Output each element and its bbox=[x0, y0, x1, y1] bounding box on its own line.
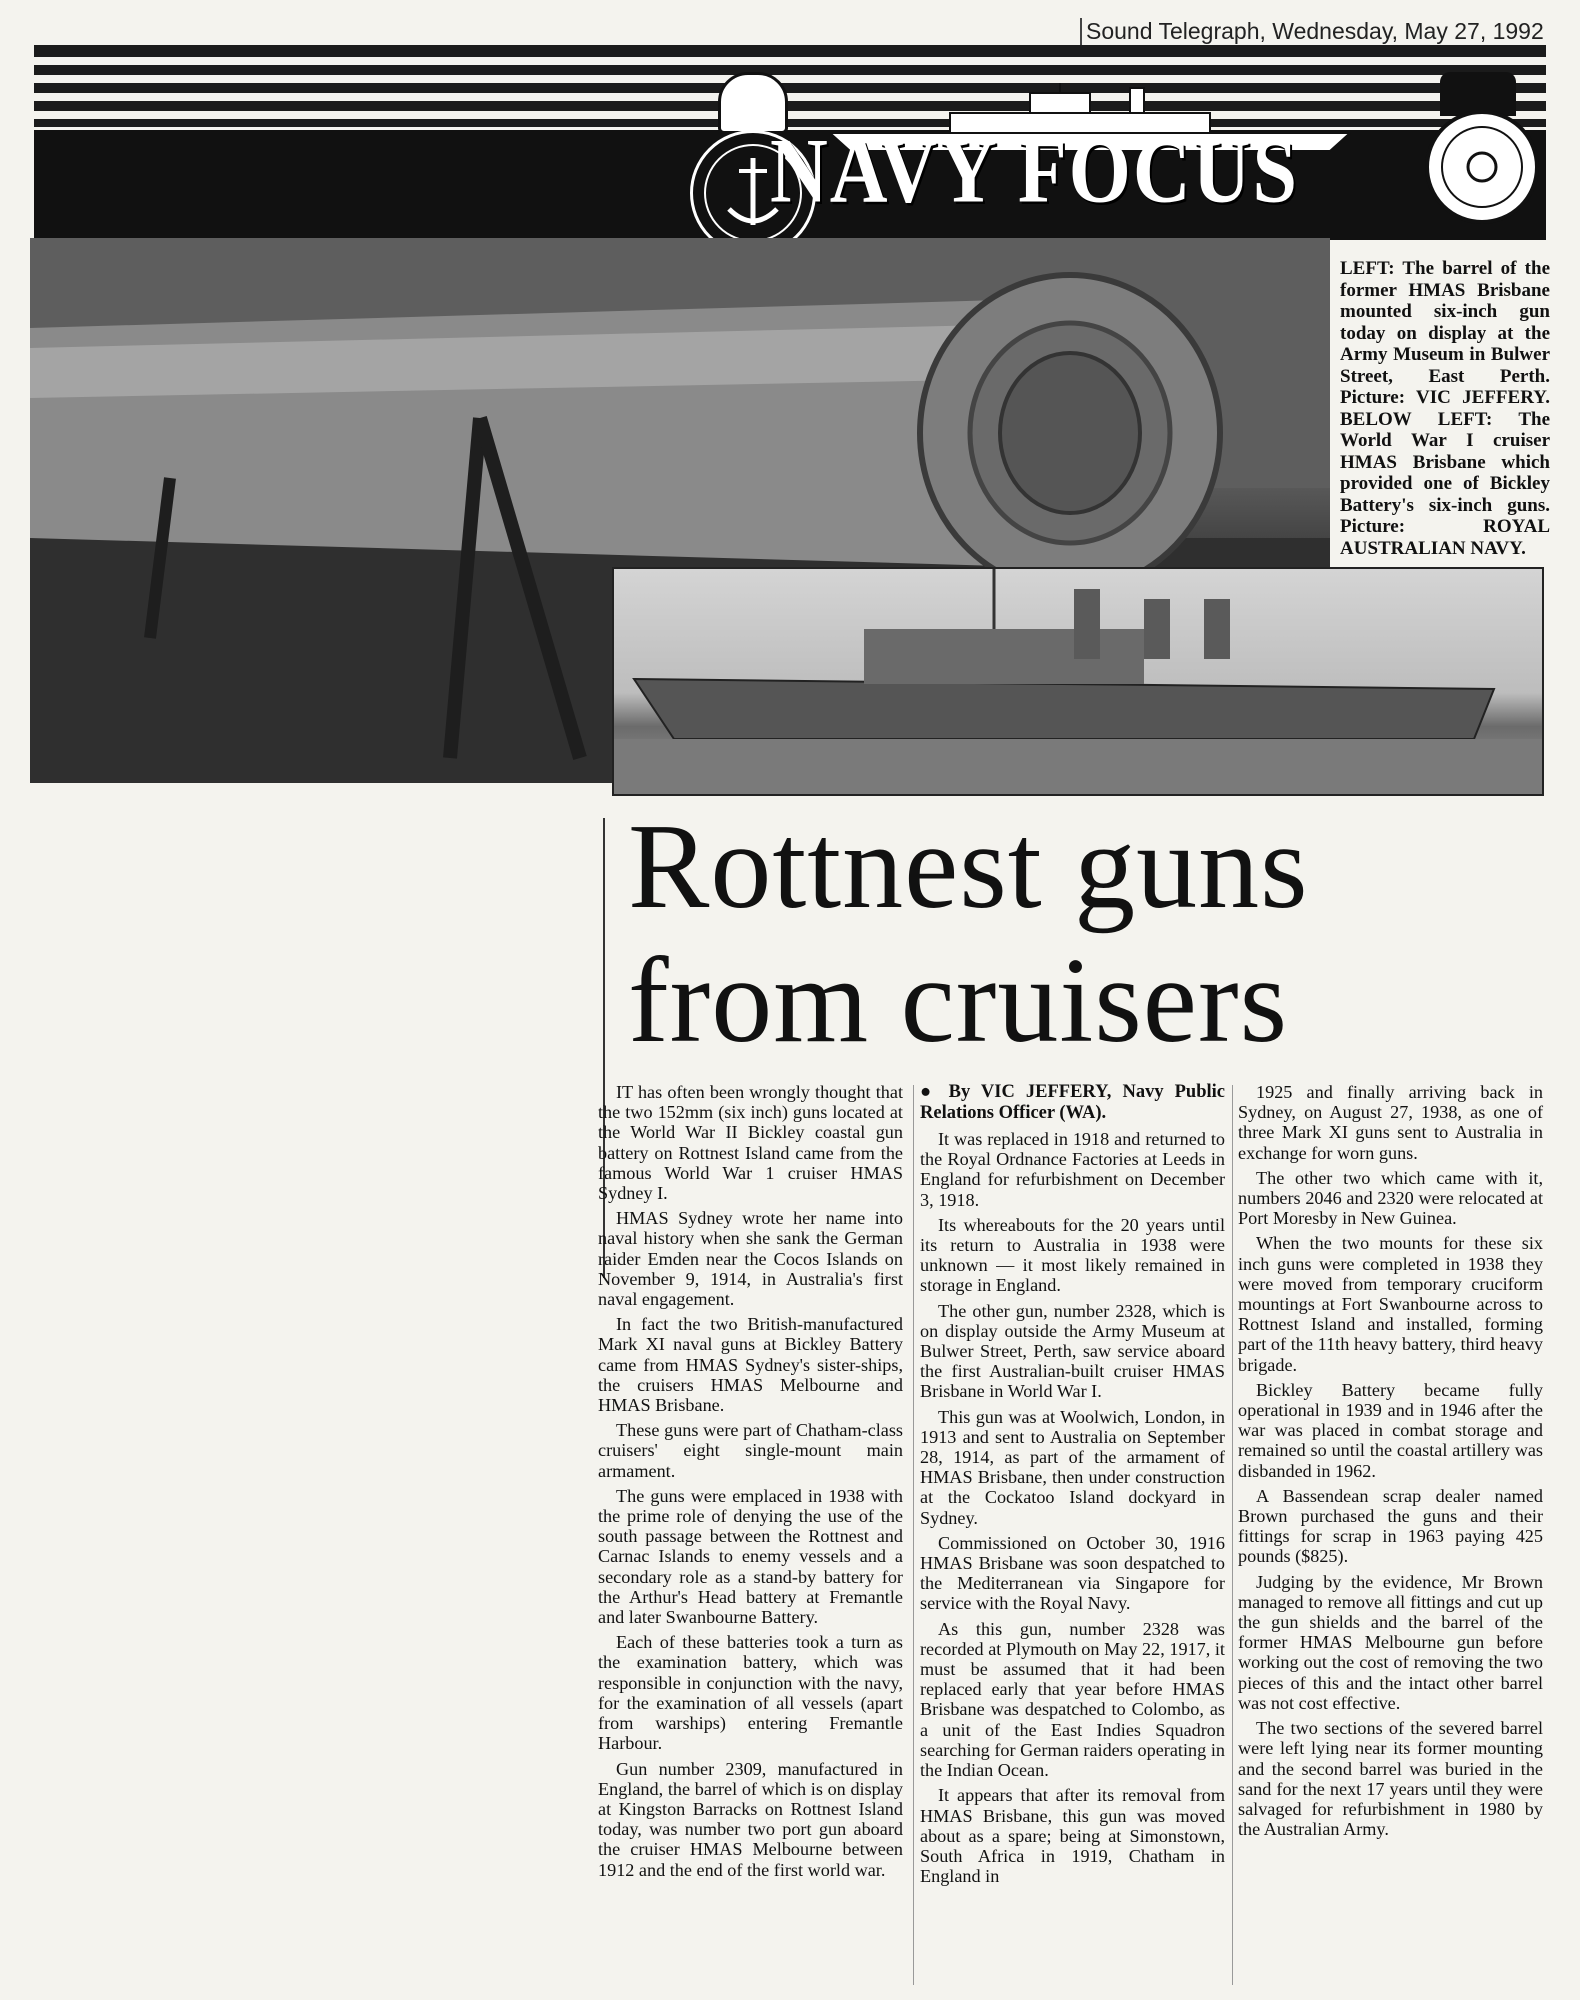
paragraph: The other gun, number 2328, which is on display outside the Army Museum at Bulwer Street, Perth, saw service aboard the first Australian-built cruiser HMAS Brisbane in World War I. bbox=[920, 1300, 1225, 1402]
paragraph: As this gun, number 2328 was recorded at Plymouth on May 22, 1917, it must be assumed that it had been replaced early that year before HMAS Brisbane was despatched to Colombo, as a unit of the East Indies Squadron searching for German raiders operating in the Indian Ocean. bbox=[920, 1618, 1225, 1781]
column-rule bbox=[913, 1085, 914, 1985]
paragraph: It appears that after its removal from HMAS Brisbane, this gun was moved about as a spare; being at Simonstown, South Africa in 1919, Chatham in England in bbox=[920, 1785, 1225, 1887]
paragraph: Gun number 2309, manufactured in England, the barrel of which is on display at Kingston Barracks on Rottnest Island today, was number two port gun aboard the cruiser HMAS Melbourne between 1912 and the end of the first world war. bbox=[598, 1758, 903, 1880]
paragraph: The two sections of the severed barrel were left lying near its former mounting and the second barrel was buried in the sand for the next 17 years until they were salvaged for refurbishment in 1980 by the Australian Army. bbox=[1238, 1718, 1543, 1840]
headline-line-2: from cruisers bbox=[628, 933, 1289, 1068]
byline: ● By VIC JEFFERY, Navy Public Relations Officer (WA). bbox=[920, 1082, 1225, 1123]
paragraph: Bickley Battery became fully operational in 1939 and in 1946 after the war was placed in combat storage and remained so until the coastal artillery was disbanded in 1962. bbox=[1238, 1379, 1543, 1481]
headline-line-1: Rottnest guns bbox=[628, 799, 1309, 934]
paragraph: These guns were part of Chatham-class cruisers' eight single-mount main armament. bbox=[598, 1420, 903, 1481]
paragraph: This gun was at Woolwich, London, in 1913 and sent to Australia on September 28, 1914, as part of the armament of HMAS Brisbane, then under construction at the Cockatoo Island dockyard in Sydney. bbox=[920, 1406, 1225, 1528]
paragraph: HMAS Sydney wrote her name into naval history when she sank the German raider Emden near the Cocos Islands on November 9, 1914, in Australia's first naval engagement. bbox=[598, 1208, 903, 1310]
paragraph: The guns were emplaced in 1938 with the prime role of denying the use of the south passage between the Rottnest and Carnac Islands to enemy vessels and a secondary role as a stand-by battery for the Arthur's Head battery at Fremantle and later Swanbourne Battery. bbox=[598, 1485, 903, 1628]
paragraph: Each of these batteries took a turn as the examination battery, which was responsible in conjunction with the navy, for the examination of all vessels (apart from warships) entering Fremantle Harbour. bbox=[598, 1632, 903, 1754]
paragraph: Commissioned on October 30, 1916 HMAS Brisbane was soon despatched to the Mediterranean via Singapore for service with the Royal Navy. bbox=[920, 1532, 1225, 1614]
paragraph: When the two mounts for these six inch guns were completed in 1938 they were moved from temporary cruciform mountings at Fort Swanbourne across to Rottnest Island and installed, forming part of the 11th heavy battery, third heavy brigade. bbox=[1238, 1233, 1543, 1375]
headline bbox=[628, 800, 1528, 1068]
article-column-3 bbox=[1238, 1082, 1543, 1844]
paragraph: 1925 and finally arriving back in Sydney, on August 27, 1938, as one of three Mark XI guns sent to Australia in exchange for worn guns. bbox=[1238, 1082, 1543, 1163]
dateline: Sound Telegraph, Wednesday, May 27, 1992 bbox=[1080, 18, 1546, 45]
ship-badge-icon bbox=[1425, 110, 1539, 224]
paragraph: It was replaced in 1918 and returned to the Royal Ordnance Factories at Leeds in England for refurbishment on December 3, 1918. bbox=[920, 1129, 1225, 1210]
article-column-1 bbox=[598, 1082, 903, 1885]
paragraph: IT has often been wrongly thought that the two 152mm (six inch) guns located at the World War II Bickley coastal gun battery on Rottnest Island came from the famous World War 1 cruiser HMAS Sydney I. bbox=[598, 1082, 903, 1204]
paragraph: Judging by the evidence, Mr Brown managed to remove all fittings and cut up the gun shields and the barrel of the former HMAS Melbourne gun before working out the cost of removing the two pieces of this and the intact other barrel was not cost effective. bbox=[1238, 1571, 1543, 1713]
photo-caption: LEFT: The barrel of the former HMAS Brisbane mounted six-inch gun today on display at the Army Museum in Bulwer Street, East Perth. Picture: VIC JEFFERY. BELOW LEFT: The World War I cruiser HMAS Brisbane which provided one of Bickley Battery's six-inch guns. Picture: ROYAL AUSTRALIAN NAVY. bbox=[1340, 258, 1550, 559]
article-column-2 bbox=[920, 1082, 1225, 1891]
paragraph: In fact the two British-manufactured Mark XI naval guns at Bickley Battery came from HMAS Sydney's sister-ships, the cruisers HMAS Melbourne and HMAS Brisbane. bbox=[598, 1314, 903, 1416]
paragraph: The other two which came with it, numbers 2046 and 2320 were relocated at Port Moresby in New Guinea. bbox=[1238, 1167, 1543, 1229]
column-rule bbox=[1232, 1085, 1233, 1985]
paragraph: A Bassendean scrap dealer named Brown purchased the guns and their fittings for scrap in 1963 paying 425 pounds ($825). bbox=[1238, 1485, 1543, 1567]
cruiser-photo bbox=[612, 567, 1544, 796]
banner-title: NAVY FOCUS bbox=[770, 121, 1299, 223]
paragraph: Its whereabouts for the 20 years until its return to Australia in 1938 were unknown — it most likely remained in storage in England. bbox=[920, 1214, 1225, 1296]
